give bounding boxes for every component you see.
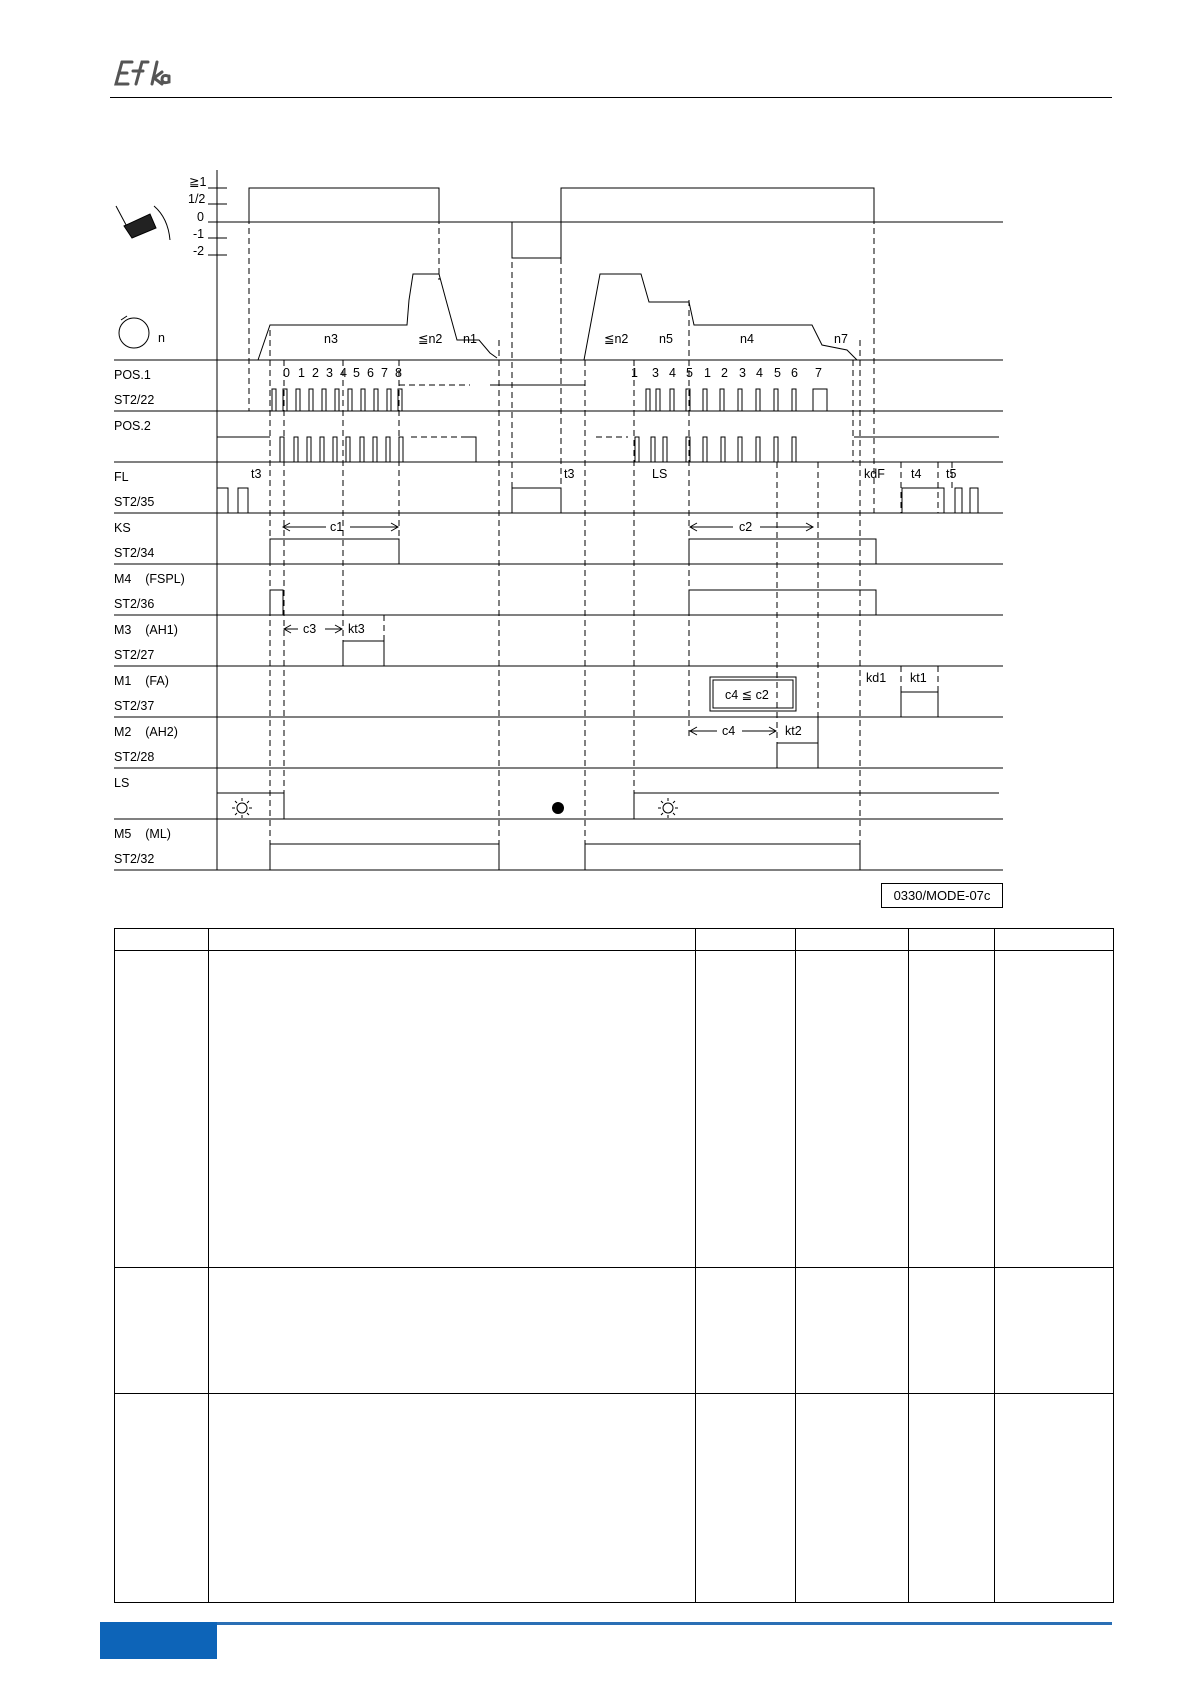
table-cell [209, 951, 696, 1268]
parameter-table [114, 928, 1114, 1603]
stitch-number: 4 [340, 366, 347, 380]
figure-id: 0330/MODE-07c [881, 883, 1003, 908]
table-header-cell [796, 929, 909, 951]
table-cell [115, 1268, 209, 1394]
pedal-level-half: 1/2 [188, 192, 206, 206]
timing-label-t3: t3 [564, 467, 575, 481]
timing-label-c4-le-c2: c4 ≦ c2 [725, 688, 769, 702]
ls-dark-indicator [552, 802, 564, 814]
table-cell [796, 1394, 909, 1603]
timing-label-kt3: kt3 [348, 622, 365, 636]
row-label: ST2/28 [114, 750, 155, 764]
stitch-number: 4 [669, 366, 676, 380]
stitch-number: 8 [395, 366, 402, 380]
pedal-level-ge1: ≧1 [189, 175, 207, 189]
speed-label: n1 [463, 332, 477, 346]
table-cell [696, 1268, 796, 1394]
table-cell [209, 1268, 696, 1394]
timing-label-kd1: kd1 [866, 671, 887, 685]
row-label: POS.2 [114, 419, 151, 433]
table-cell [115, 1394, 209, 1603]
stitch-number: 1 [631, 366, 638, 380]
stitch-number: 3 [326, 366, 333, 380]
speed-label: n3 [324, 332, 338, 346]
row-label: FL [114, 470, 129, 484]
row-label: ST2/32 [114, 852, 155, 866]
table-cell [909, 951, 995, 1268]
stitch-number: 3 [652, 366, 659, 380]
table-cell [796, 1268, 909, 1394]
pedal-level-0: 0 [197, 210, 204, 224]
table-header-cell [909, 929, 995, 951]
stitch-number: 3 [739, 366, 746, 380]
timing-label-kt2: kt2 [785, 724, 802, 738]
stitch-number: 1 [298, 366, 305, 380]
speed-label: n7 [834, 332, 848, 346]
stitch-number: 2 [312, 366, 319, 380]
speed-label: ≦n2 [604, 332, 629, 346]
stitch-number: 7 [815, 366, 822, 380]
timing-label-t5: t5 [946, 467, 957, 481]
stitch-number: 6 [791, 366, 798, 380]
timing-label-t3: t3 [251, 467, 262, 481]
stitch-number: 0 [283, 366, 290, 380]
stitch-number: 7 [381, 366, 388, 380]
speed-label: n5 [659, 332, 673, 346]
row-label: ST2/22 [114, 393, 155, 407]
stitch-number: 5 [353, 366, 360, 380]
timing-label-c2: c2 [739, 520, 753, 534]
table-cell [209, 1394, 696, 1603]
footer-block [100, 1622, 217, 1659]
stitch-number: 5 [686, 366, 693, 380]
table-cell [995, 1394, 1114, 1603]
table-row [115, 1394, 1114, 1603]
table-cell [995, 951, 1114, 1268]
timing-label-c3: c3 [303, 622, 317, 636]
row-label: LS [114, 776, 130, 790]
row-label: M2 (AH2) [114, 725, 178, 739]
row-label: M4 (FSPL) [114, 572, 185, 586]
pedal-level-minus2: -2 [193, 244, 205, 258]
speed-label: ≦n2 [418, 332, 443, 346]
table-header-cell [995, 929, 1114, 951]
row-label: ST2/37 [114, 699, 155, 713]
table-header-cell [696, 929, 796, 951]
row-label: ST2/34 [114, 546, 155, 560]
speed-label: n4 [740, 332, 754, 346]
speed-symbol: n [158, 331, 165, 345]
row-label: POS.1 [114, 368, 151, 382]
timing-label-ls: LS [652, 467, 668, 481]
table-cell [696, 951, 796, 1268]
footer-rule [216, 1622, 1112, 1625]
pedal-level-minus1: -1 [193, 227, 205, 241]
timing-label-c4: c4 [722, 724, 736, 738]
stitch-number: 6 [367, 366, 374, 380]
table-cell [909, 1268, 995, 1394]
row-label: ST2/35 [114, 495, 155, 509]
stitch-number: 2 [721, 366, 728, 380]
table-row [115, 1268, 1114, 1394]
timing-label-c1: c1 [330, 520, 344, 534]
stitch-number: 1 [704, 366, 711, 380]
row-label: KS [114, 521, 131, 535]
table-header-row [115, 929, 1114, 951]
timing-label-kt1: kt1 [910, 671, 927, 685]
row-label: ST2/36 [114, 597, 155, 611]
stitch-number: 4 [756, 366, 763, 380]
row-label: ST2/27 [114, 648, 155, 662]
table-row [115, 951, 1114, 1268]
row-label: M3 (AH1) [114, 623, 178, 637]
table-header-cell [115, 929, 209, 951]
timing-label-t4: t4 [911, 467, 922, 481]
table-cell [796, 951, 909, 1268]
row-label: M1 (FA) [114, 674, 169, 688]
table-cell [696, 1394, 796, 1603]
table-cell [115, 951, 209, 1268]
stitch-number: 5 [774, 366, 781, 380]
table-cell [909, 1394, 995, 1603]
table-header-cell [209, 929, 696, 951]
table-cell [995, 1268, 1114, 1394]
timing-label-kdf: kdF [864, 467, 885, 481]
row-label: M5 (ML) [114, 827, 171, 841]
